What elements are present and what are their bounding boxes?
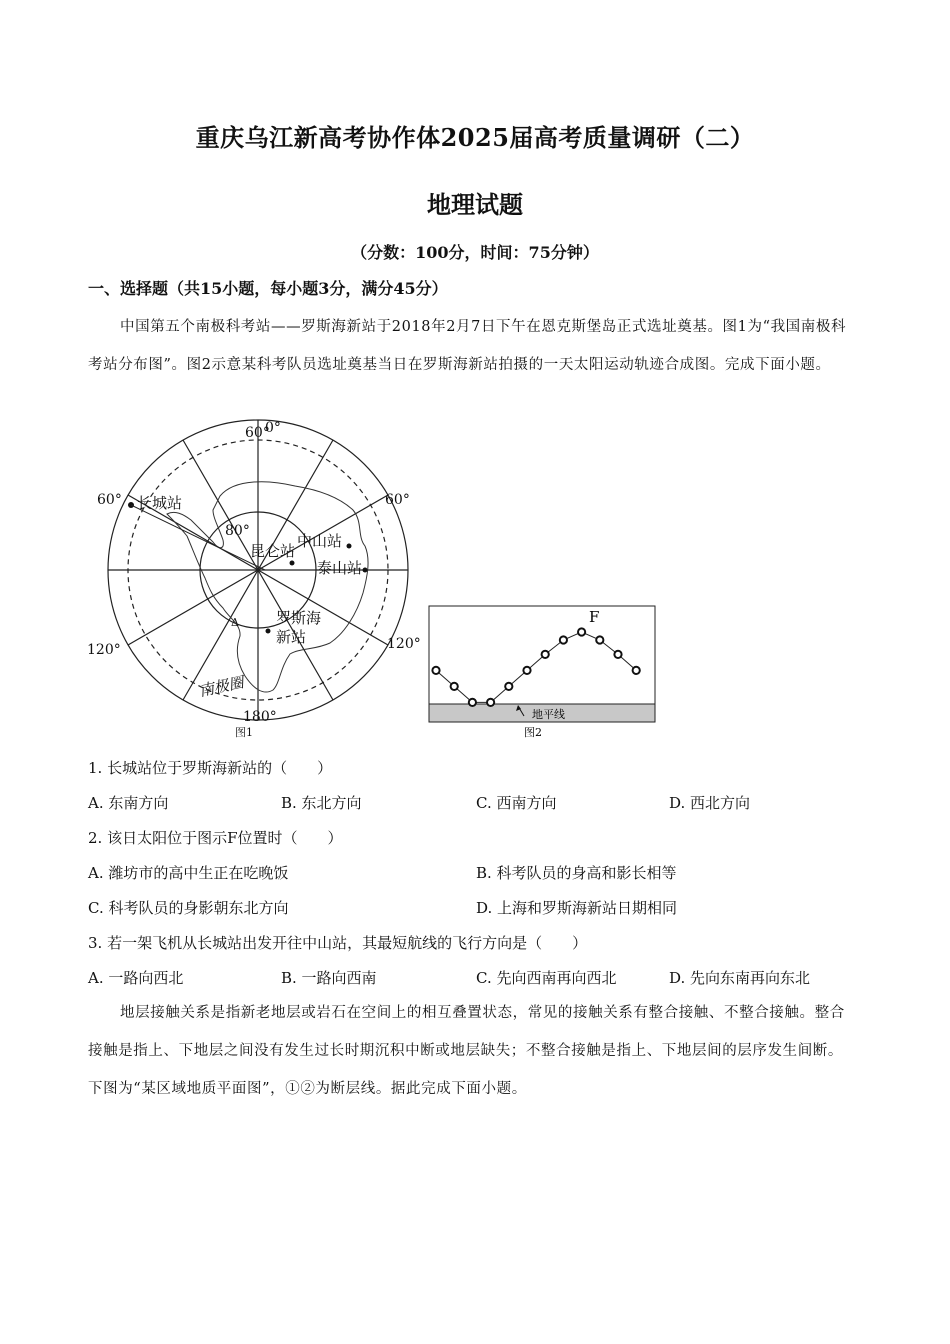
lon-60-left-label: 60° (97, 492, 122, 508)
sun-position-dot (614, 651, 621, 658)
q2-option-a[interactable]: A. 潍坊市的高中生正在吃晚饭 (88, 864, 289, 882)
antarctic-circle-label: 南极圈 (197, 673, 246, 701)
sun-position-dot (596, 636, 603, 643)
horizon-label: 地平线 (532, 708, 565, 721)
sun-position-dot (578, 628, 585, 635)
lon-180-label: 180° (243, 709, 277, 725)
zhongshan-label: 中山站 (297, 532, 343, 550)
intro-paragraph-2: 地层接触关系是指新老地层或岩石在空间上的相互叠置状态，常见的接触关系有整合接触、不整合接触。整合接触是指上、下地层之间没有发生过长时期沉积中断或地层缺失；不整合接触是指上、下地层间的层序发生间断。下图为“某区域地质平面图”，①②为断层线。据此完成下面小题。 (88, 1005, 845, 1097)
q3-option-a[interactable]: A. 一路向西北 (88, 969, 184, 987)
figure1-antarctic-map (87, 418, 425, 743)
sun-position-dot (505, 683, 512, 690)
lon-120-left-label: 120° (87, 642, 121, 658)
lon-60-top-label: 60° (245, 425, 270, 441)
triangle-mark: Δ (231, 616, 239, 629)
figure1-caption: 图1 (235, 726, 253, 739)
sun-path-line (436, 632, 636, 702)
question-3-stem: 3. 若一架飞机从长城站出发开往中山站，其最短航线的飞行方向是（ ） (88, 934, 588, 952)
q3-option-d[interactable]: D. 先向东南再向东北 (669, 969, 811, 987)
q1-option-c[interactable]: C. 西南方向 (476, 794, 557, 812)
figure2-caption: 图2 (524, 726, 542, 739)
q1-option-a[interactable]: A. 东南方向 (88, 794, 169, 812)
q2-option-c[interactable]: C. 科考队员的身影朝东北方向 (88, 899, 289, 917)
sun-position-dot (451, 683, 458, 690)
subject-title: 地理试题 (427, 190, 523, 219)
figure2-sun-trajectory (428, 604, 658, 744)
sun-position-dot (432, 667, 439, 674)
section-title: 一、选择题（共15小题，每小题3分，满分45分） (88, 279, 448, 298)
zhongshan-station-dot (347, 544, 352, 549)
kunlun-station-dot (290, 561, 295, 566)
luosihai-station-dot (266, 629, 271, 634)
sun-position-dot (633, 667, 640, 674)
q3-option-c[interactable]: C. 先向西南再向西北 (476, 969, 617, 987)
score-info: （分数：100分，时间：75分钟） (351, 243, 599, 262)
luosihai-label-2: 新站 (276, 628, 307, 646)
taishan-label: 泰山站 (317, 559, 363, 577)
label-F: F (589, 608, 600, 626)
lon-120-right-label: 120° (387, 636, 421, 652)
question-2-stem: 2. 该日太阳位于图示F位置时（ ） (88, 829, 343, 847)
q2-option-d[interactable]: D. 上海和罗斯海新站日期相同 (476, 899, 678, 917)
sun-position-dot (469, 699, 476, 706)
exam-title: 重庆乌江新高考协作体2025届高考质量调研（二） (195, 123, 755, 152)
kunlun-label: 昆仑站 (250, 542, 296, 560)
q1-option-b[interactable]: B. 东北方向 (281, 794, 362, 812)
intro-paragraph: 中国第五个南极科考站——罗斯海新站于2018年2月7日下午在恩克斯堡岛正式选址奠基。图1为“我国南极科考站分布图”。图2示意某科考队员选址奠基当日在罗斯海新站拍摄的一天太阳运动轨迹合成图。完成下面小题。 (88, 319, 847, 373)
q2-option-b[interactable]: B. 科考队员的身高和影长相等 (476, 864, 677, 882)
lat-80-label: 80° (225, 523, 250, 539)
sun-position-dot (523, 667, 530, 674)
q3-option-b[interactable]: B. 一路向西南 (281, 969, 377, 987)
sun-position-dot (487, 699, 494, 706)
lon-60-right-label: 60° (385, 492, 410, 508)
q1-option-d[interactable]: D. 西北方向 (669, 794, 751, 812)
changcheng-label: 长城站 (137, 494, 183, 512)
sun-position-dot (542, 651, 549, 658)
sun-position-dot (560, 636, 567, 643)
question-1-stem: 1. 长城站位于罗斯海新站的（ ） (88, 759, 333, 777)
lon-0-label: 0° (265, 420, 281, 436)
taishan-station-dot (363, 568, 368, 573)
luosihai-label-1: 罗斯海 (276, 609, 322, 627)
